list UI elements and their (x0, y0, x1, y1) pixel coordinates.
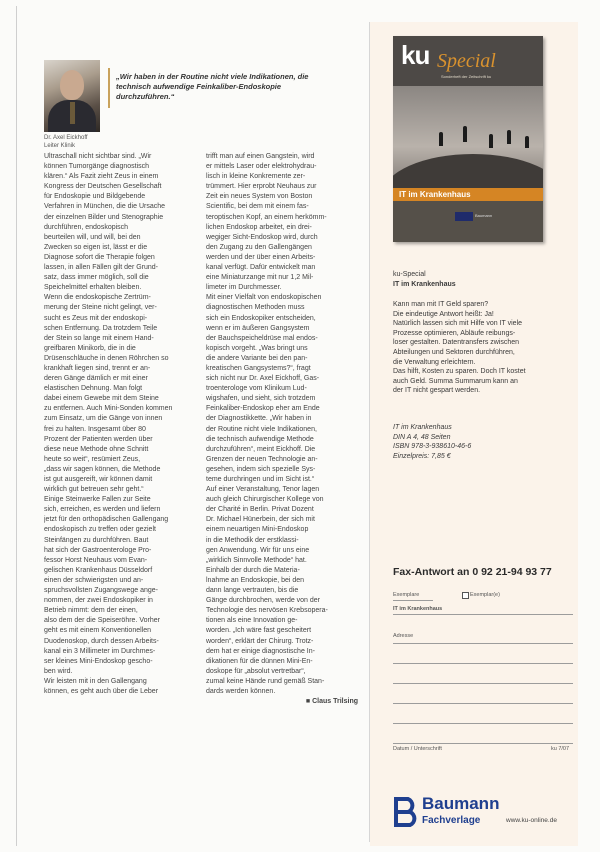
address-line-1[interactable] (393, 643, 573, 644)
article-line: werden und der über einen Arbeits- (206, 253, 316, 261)
article-line: „dass wir sagen können, die Methode (44, 465, 161, 473)
article-line: hat sich der Gastroenterologe Pro- (44, 546, 152, 554)
article-line: Drüsenschläuche in denen Röhrchen so (44, 354, 169, 362)
article-line: er mittels Laser oder elektrohydrau- (206, 163, 317, 171)
quote-rule (108, 68, 110, 108)
article-line: zumal keine Hände rund gemäß Stan- (206, 677, 325, 685)
left-margin-rule (16, 6, 17, 846)
address-line-2[interactable] (393, 663, 573, 664)
article-line: zum Einsatz, um die Gänge von innen (44, 415, 163, 423)
photo-caption (44, 134, 88, 150)
article-line: diese neue Methode ohne Schnitt (44, 445, 149, 453)
article-line: schen Entfernung. Da trotzdem Teile (44, 324, 158, 332)
article-line: kanal verfügt. Dafür entwickelt man (206, 264, 316, 272)
ad-title-line-2: IT im Krankenhaus (393, 280, 456, 288)
article-line: Wenn die endoskopische Zertrüm- (44, 294, 151, 302)
article-line: teroptischen Kopf, an einem herkömm- (206, 213, 327, 221)
article-line: ser kleines Mini-Endoskop gescho- (44, 657, 153, 665)
fax-heading: Fax-Antwort an 0 92 21-94 93 77 (393, 566, 552, 578)
article-line: ben wird. (44, 667, 73, 675)
article-line: trifft man auf einen Gangstein, wird (206, 153, 315, 160)
article-line: gelischen Krankenhaus Düsseldorf (44, 566, 153, 574)
article-line: ist gut ausgereift, wir können damit (44, 476, 153, 483)
article-line: wigshafen, und sieht, sich trotzdem (206, 395, 316, 403)
photo-face (60, 70, 84, 100)
article-line: sich nicht nur Dr. Axel Eickhoff, Gas- (206, 375, 320, 383)
article-line: Verfahren in München, die die Ursache (44, 203, 166, 211)
article-column-2 (206, 152, 358, 707)
baumann-logo-icon (392, 797, 418, 827)
cover-footer (393, 201, 543, 242)
article-line: der einzelnen Bilder und Stenographie (44, 213, 164, 221)
ad-biblio-line: Einzelpreis: 7,85 € (393, 452, 451, 460)
article-line: dem hat er einige diagnostische In- (206, 647, 315, 655)
article-line: Feinkaliber-Endoskop eher am Ende (206, 405, 320, 413)
author-signature: ■ Claus Trilsing (305, 698, 358, 706)
ad-body-line: Das hilft, Kosten zu sparen. Doch IT kostet (393, 368, 526, 376)
article-line: Wir leisten mit in den Gallengang (44, 677, 147, 685)
article-line: eine Miniaturzange mit nur 1,2 Mil- (206, 274, 314, 282)
article-line: beurteilen will, und will, bei den (44, 233, 141, 241)
article-line: der Bauchspeicheldrüse mal endos- (206, 334, 318, 342)
article-line: sich, erreichen, es werden und liefern (44, 506, 161, 514)
article-line: Einige Steinwerke Fallen zur Seite (44, 496, 151, 504)
cover-band (393, 188, 543, 201)
article-line: klären.“ Als Fazit zieht Zeus in einem (44, 173, 159, 181)
form-qty-label: Exemplare (393, 592, 420, 598)
article-line: Auf einer Veranstaltung, Tenor lagen (206, 486, 320, 494)
form-issue-label: ku 7/07 (551, 746, 570, 752)
article-line: können Tumorgänge diagnostisch (44, 163, 150, 171)
article-line: einem neuartigen Mini-Endoskop (206, 526, 309, 534)
form-date-label: Datum / Unterschrift (393, 746, 442, 752)
article-line: Zwecken so eigen ist, lässt er die (44, 243, 148, 251)
article-line: Dr. Michael Hünerbein, der sich mit (206, 516, 315, 524)
address-line-3[interactable] (393, 683, 573, 684)
address-line-4[interactable] (393, 703, 573, 704)
caption-role: Leiter Klinik (44, 143, 76, 149)
article-line: kopisch vorgeht. „Was bringt uns (206, 344, 308, 352)
article-line: Kongress der Deutschen Gesellschaft (44, 183, 162, 191)
article-line: wegiger Sicht-Endoskop wird, durch (206, 233, 318, 241)
article-line: Zeit ein neues System von Boston (206, 193, 313, 201)
article-line: Duodenoskop, durch dessen Arbeits- (44, 637, 159, 645)
cover-subtitle: Sonderheft der Zeitschrift ku (441, 74, 492, 79)
article-line: diagnostischen Methoden muss (206, 304, 305, 312)
cover-publisher: Baumann (475, 213, 493, 218)
article-line: sucht es Zeus mit der endoskopi- (44, 314, 148, 322)
article-line: Ultraschall nicht sichtbar sind. „Wir (44, 153, 152, 160)
article-line: auch gleich Chirurgischer Kollege von (206, 496, 324, 504)
book-cover (393, 36, 543, 242)
article-line: Scientific, bei dem mit einem fas- (206, 203, 309, 211)
cover-logo-ku: ku (401, 40, 430, 70)
cover-figure (489, 134, 493, 148)
ad-body-line: Kann man mit IT Geld sparen? (393, 301, 489, 308)
article-line: einen der schwierigsten und an- (44, 576, 144, 584)
article-line: wirklich gut betreuen sehr geht.“ (44, 486, 144, 494)
article-line: dikationen für die dünnen Mini-En- (206, 657, 313, 665)
article-line: lisch in kleine Konkremente zer- (206, 173, 306, 181)
article-line: jetzt für den orthopädischen Gallengang (44, 516, 169, 524)
article-line: endoskopisch zu treffen oder gezielt (44, 526, 156, 534)
brand-subtitle: Fachverlage (422, 815, 481, 826)
article-line: frei zu halten. Insgesamt über 80 (44, 425, 146, 433)
cover-figure (525, 136, 529, 148)
ad-bibliography (393, 423, 471, 461)
cover-band-text: IT im Krankenhaus (399, 190, 471, 199)
article-line: Steinfängen zu durchführen. Baut (44, 536, 149, 544)
article-line: können, es geht auch über die Leber (44, 687, 159, 695)
article-line: satz, dass immer möglich, soll die (44, 274, 149, 282)
address-line-5[interactable] (393, 723, 573, 724)
ad-body-line: Natürlich lassen sich mit Hilfe von IT viele (393, 320, 523, 328)
ad-body (393, 300, 526, 396)
article-line: den Zugang zu den Gallengängen (206, 243, 312, 251)
copies-checkbox[interactable] (462, 592, 469, 599)
article-line: gen Anwendung. Wir für uns eine (206, 546, 310, 554)
article-line: limeter im Durchmesser. (206, 284, 282, 292)
article-line: kanal ein 3 Millimeter im Durchmes- (44, 647, 156, 655)
article-line: Mit einer Vielfalt von endoskopischen (206, 294, 322, 302)
ad-body-line: der IT nicht gespart werden. (393, 387, 481, 395)
cover-figure (439, 132, 443, 146)
article-line: dann lange vertrauten, bis die (206, 587, 299, 595)
article-line: wenn er im äußeren Gangsystem (206, 324, 310, 332)
article-line: der Diagnostikkette. „Wir haben in (206, 415, 312, 423)
article-line: kreatischen Gangsystems?“, fragt (206, 364, 311, 372)
ad-title (393, 270, 456, 289)
article-line: Gänge durchbrochen, werde von der (206, 597, 321, 605)
article-line: durchführen, endoskopisch (44, 223, 129, 231)
form-title: IT im Krankenhaus (393, 606, 443, 612)
brand-name: Baumann (422, 794, 500, 813)
article-line: troenterologe vom Klinikum Lud- (206, 385, 307, 393)
article-line: doskope für „absolut vertretbar“, (206, 667, 306, 675)
article-line: lnahme an Endoskopie, bei den (206, 576, 305, 584)
ad-body-line: Prozesse optimieren, Abläufe reibungs- (393, 329, 516, 337)
brand-url[interactable]: www.ku-online.de (506, 817, 557, 824)
cover-publisher-logo (455, 212, 473, 221)
article-line: für Endoskopie und Bildgebende (44, 193, 146, 201)
article-line: lassen, in allen Fällen gilt der Grund- (44, 264, 159, 272)
article-line: worden. „Ich wäre fast gescheitert (206, 627, 312, 635)
article-line: Grenzen der neuen Technologie an- (206, 455, 318, 463)
article-line: geht es mit einem Konventionellen (44, 627, 152, 635)
article-line: deren Gänge dämlich er mit einer (44, 375, 148, 383)
ad-body-line: die Verwaltung erleichtern. (393, 358, 476, 366)
article-line: nommen, der zwei Endoskopiker in (44, 597, 153, 605)
article-line: Speichelmittel erhalten bleiben. (44, 284, 142, 292)
article-line: greifbaren Minikorb, die in die (44, 344, 136, 352)
qty-line[interactable] (393, 600, 433, 601)
ad-biblio-line: ISBN 978-3-938610-46-6 (393, 443, 472, 451)
ad-body-line: Die eindeutige Antwort heißt: Ja! (393, 310, 494, 318)
article-line: worden“, erklärt der Chirurg. Trotz- (206, 637, 314, 645)
article-line: gesehen, indem sich spezielle Sys- (206, 465, 316, 473)
cover-figure (507, 130, 511, 144)
article-line: Einhalb der durch die Materia- (206, 566, 300, 574)
article-line: Technologie des nervösen Krebsopera- (206, 607, 328, 615)
cover-figure (463, 126, 467, 142)
article-line: „wirklich Sinnvolle Methode“ hat. (206, 556, 307, 564)
article-line: tionen als eine Innovation ge- (206, 617, 298, 625)
article-line: zu entfernen. Auch Mini-Sonden kommen (44, 405, 173, 413)
article-line: in die Methodik der erstklassi- (206, 536, 299, 544)
article-line: sich ein Endoskopiker entscheiden, (206, 314, 316, 322)
author-photo (44, 60, 100, 132)
ad-title-line-1: ku-Special (393, 271, 426, 278)
article-line: merung der Steine nicht gelingt, ver- (44, 304, 157, 312)
article-line: elastischen Dehnung. Man folgt (44, 385, 143, 393)
pull-quote: „Wir haben in der Routine nicht viele Indikationen, die technisch aufwendige Feinkaliber-Endoskopie durchzuführen.“ (116, 72, 309, 101)
article-line: Prozent der Patienten werden über (44, 435, 153, 443)
article-line: die technisch aufwendige Methode (206, 435, 314, 443)
ad-biblio-line: DIN A 4, 48 Seiten (393, 433, 451, 441)
article-line: Diagnose sofort die Therapie folgen (44, 253, 155, 261)
article-line: dabei einem Gewebe mit dem Steine (44, 395, 159, 403)
article-line: teme durchringen und im Sicht ist.“ (206, 476, 315, 483)
ad-body-line: auch Geld. Summa Summarum kann an (393, 377, 518, 385)
article-line: trümmert. Hier erprobt Neuhaus zur (206, 183, 317, 191)
ad-body-line: Abteilungen und Sektoren durchführen, (393, 348, 515, 356)
article-line: durchzuführen“, meint Eickhoff. Die (206, 445, 316, 453)
photo-tie (70, 102, 75, 124)
article-line: spruchsvollsten Zugangswege ange- (44, 587, 159, 595)
article-line: dards werden können. (206, 687, 276, 695)
cover-logo-special: Special (437, 50, 496, 72)
article-line: der Routine nicht viele Indikationen, (206, 425, 317, 433)
article-line: die andere Variante bei den pan- (206, 354, 308, 362)
form-address-label: Adresse (393, 633, 414, 639)
form-copies-label: Exemplar(e) (470, 592, 500, 598)
article-line: der Stein so lange mit einem Hand- (44, 334, 154, 342)
caption-name: Dr. Axel Eickhoff (44, 135, 88, 141)
article-line: heute so weit“, resümiert Zeus, (44, 455, 141, 463)
ad-biblio-line: IT im Krankenhaus (393, 424, 452, 431)
article-line: also dem der die Speiseröhre. Vorher (44, 617, 160, 625)
article-line: fessor Horst Neuhaus vom Evan- (44, 556, 148, 564)
form-rule (393, 614, 573, 615)
article-line: lichen Endoskop arbeitet, ein drei- (206, 223, 312, 231)
article-column-1 (44, 152, 194, 697)
ad-body-line: loser gestalten. Datentransfers zwischen (393, 339, 520, 347)
article-line: Betrieb nimmt: dem der einen, (44, 607, 138, 615)
article-line: der Charité in Berlin. Privat Dozent (206, 506, 314, 514)
article-line: krankhaft liegen sind, trennt er an- (44, 364, 151, 372)
signature-line[interactable] (393, 743, 573, 744)
